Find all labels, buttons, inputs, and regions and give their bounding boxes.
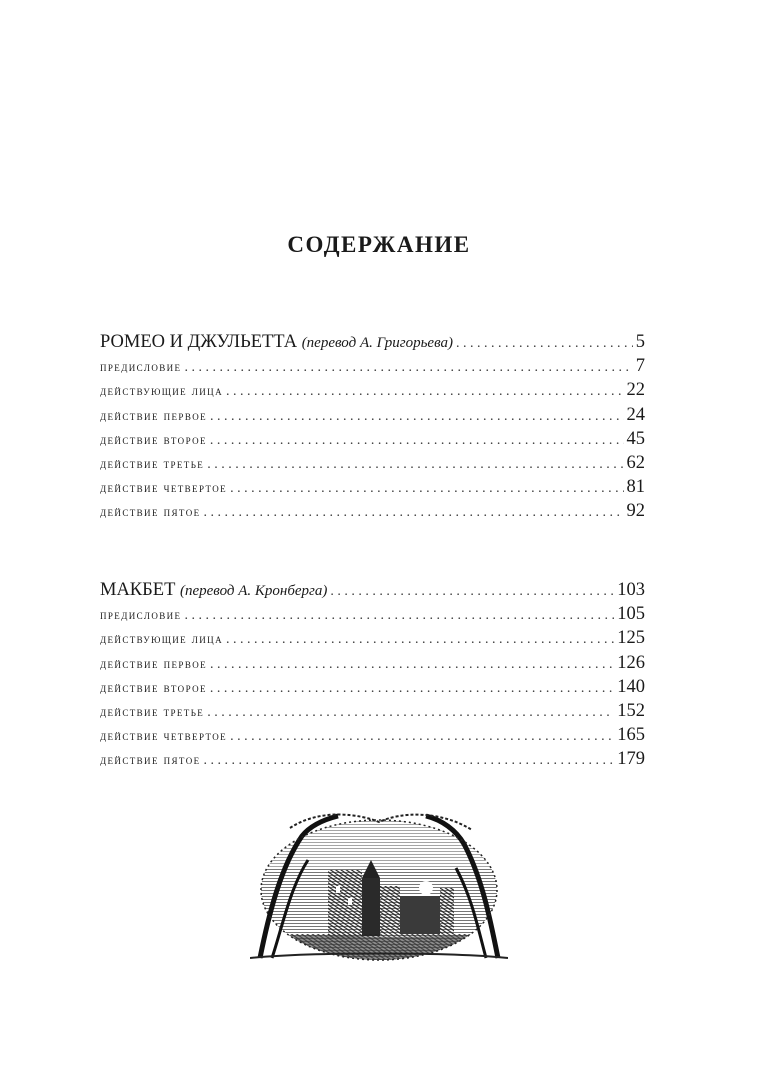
page-number: 24 <box>626 404 645 425</box>
toc-entry[interactable] <box>100 403 645 427</box>
toc-entry[interactable] <box>100 626 645 650</box>
toc-entry[interactable] <box>100 675 645 699</box>
page-number: 81 <box>626 477 645 498</box>
leader-dots <box>184 604 614 626</box>
toc-entry-label: действие первое <box>100 407 208 423</box>
toc-entry[interactable] <box>100 451 645 475</box>
toc-entry[interactable] <box>100 699 645 723</box>
page-number: 22 <box>626 380 645 401</box>
page-number: 105 <box>617 604 645 625</box>
toc-entry-label: действие пятое <box>100 504 201 520</box>
leader-dots <box>210 653 614 675</box>
toc-entry-label: действие второе <box>100 679 207 695</box>
work-title: РОМЕО И ДЖУЛЬЕТТА <box>100 332 298 352</box>
page-number: 126 <box>617 652 645 673</box>
toc-section-macbeth <box>100 578 645 772</box>
toc-entry-label: действие третье <box>100 703 205 719</box>
page-number: 62 <box>626 452 645 473</box>
toc-entry-label: предисловие <box>100 607 182 623</box>
toc-entry[interactable] <box>100 602 645 626</box>
page-number: 7 <box>635 356 645 377</box>
leader-dots <box>210 405 623 427</box>
toc-entry[interactable] <box>100 651 645 675</box>
page-number: 5 <box>635 332 645 352</box>
toc-entry[interactable] <box>100 723 645 747</box>
translator-note: (перевод А. Кронберга) <box>180 583 328 599</box>
toc-entry[interactable] <box>100 747 645 771</box>
castle-engraving-icon <box>250 808 508 968</box>
toc-entry-label: предисловие <box>100 359 182 375</box>
toc-entry-label: действие второе <box>100 431 207 447</box>
page-number: 125 <box>617 628 645 649</box>
page-number: 140 <box>617 676 645 697</box>
page-number: 165 <box>617 725 645 746</box>
toc-entry-label: действие четвертое <box>100 728 228 744</box>
leader-dots <box>184 356 632 378</box>
toc-entry[interactable] <box>100 475 645 499</box>
toc-entry-label: действие четвертое <box>100 480 228 496</box>
toc-entry[interactable] <box>100 378 645 402</box>
toc-entry-label: действие первое <box>100 655 208 671</box>
leader-dots <box>230 477 623 499</box>
toc-entry-label: действие третье <box>100 455 205 471</box>
toc-heading-row[interactable] <box>100 330 645 354</box>
page-number: 92 <box>626 501 645 522</box>
toc-entry[interactable] <box>100 499 645 523</box>
page-number: 152 <box>617 700 645 721</box>
leader-dots <box>210 429 624 451</box>
toc-entry[interactable] <box>100 427 645 451</box>
leader-dots <box>226 380 624 402</box>
page-number: 45 <box>626 428 645 449</box>
leader-dots <box>210 677 614 699</box>
leader-dots <box>204 749 615 771</box>
toc-heading-label <box>100 578 327 602</box>
toc-section-romeo-juliet <box>100 330 645 524</box>
page-title: СОДЕРЖАНИЕ <box>287 232 471 257</box>
leader-dots <box>230 725 614 747</box>
work-title: МАКБЕТ <box>100 580 176 600</box>
leader-dots <box>330 580 614 602</box>
leader-dots <box>207 453 623 475</box>
leader-dots <box>204 501 624 523</box>
translator-note: (перевод А. Григорьева) <box>301 335 453 351</box>
toc-heading-label <box>100 330 453 354</box>
leader-dots <box>456 332 633 354</box>
toc-entry-label: действующие лица <box>100 631 223 647</box>
toc-entry[interactable] <box>100 354 645 378</box>
toc-heading-row[interactable] <box>100 578 645 602</box>
leader-dots <box>226 628 614 650</box>
leader-dots <box>207 701 614 723</box>
page-number: 179 <box>617 749 645 770</box>
toc-entry-label: действующие лица <box>100 383 223 399</box>
page-number: 103 <box>617 580 645 600</box>
toc-entry-label: действие пятое <box>100 752 201 768</box>
